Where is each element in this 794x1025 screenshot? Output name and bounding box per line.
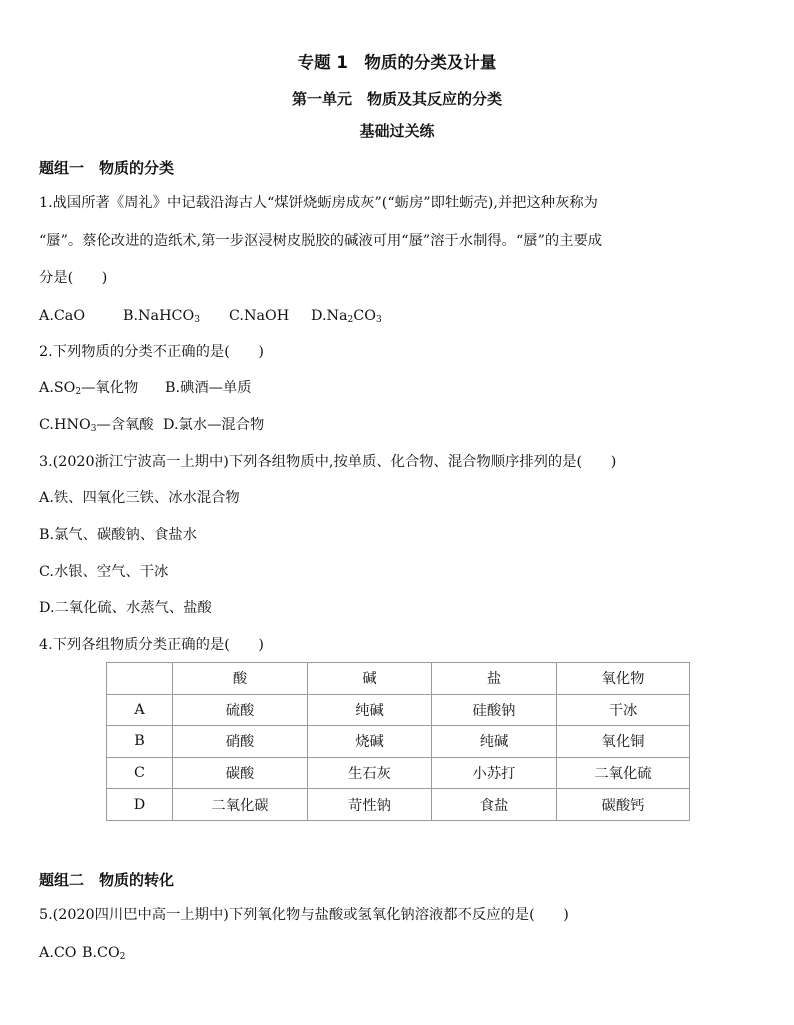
q1-stem-line2: “蜃”。蔡伦改进的造纸术,第一步沤浸树皮脱胶的碱液可用“蜃”溶于水制得。“蜃”的主要成 [39, 233, 603, 249]
q2-option-c: $C.HNO_3—$含氧酸 [39, 417, 154, 434]
table-cell: 硝酸 [173, 726, 308, 758]
topic-title: 专题 1 物质的分类及计量 [297, 53, 497, 72]
q2-option-b: B.碘酒—单质 [165, 380, 252, 396]
table-header-cell [107, 663, 173, 695]
table-cell: 硫酸 [173, 694, 308, 726]
table-cell: 纯碱 [308, 694, 432, 726]
q5-option-b: $B.CO_2$ [82, 945, 126, 962]
table-row [107, 757, 690, 789]
group1-heading: 题组一 物质的分类 [39, 159, 175, 177]
table-cell: 纯碱 [432, 726, 557, 758]
table-header-row [107, 663, 690, 695]
table-cell: 二氧化硫 [557, 757, 690, 789]
q3-option-a: A.铁、四氧化三铁、冰水混合物 [39, 490, 240, 506]
table-cell: D [107, 789, 173, 821]
q3-option-c: C.水银、空气、干冰 [39, 564, 169, 580]
q1-option-c: C.NaOH [229, 308, 290, 324]
table-row [107, 789, 690, 821]
table-cell: 氧化铜 [557, 726, 690, 758]
group2-heading: 题组二 物质的转化 [39, 871, 175, 889]
table-cell: 干冰 [557, 694, 690, 726]
q3-stem: 3.(2020浙江宁波高一上期中)下列各组物质中,按单质、化合物、混合物顺序排列的是( ) [39, 454, 617, 470]
table-header-cell: 酸 [173, 663, 308, 695]
table-cell: 小苏打 [432, 757, 557, 789]
table-cell: 碳酸 [173, 757, 308, 789]
q1-stem-line3: 分是( ) [39, 270, 108, 286]
table-cell: 生石灰 [308, 757, 432, 789]
table-header-cell: 氧化物 [557, 663, 690, 695]
q2-option-d: D.氯水—混合物 [163, 417, 265, 433]
q5-option-a: A.CO [39, 945, 77, 961]
q1-option-d: $D.Na_2CO_3$ [311, 308, 382, 325]
q3-option-b: B.氯气、碳酸钠、食盐水 [39, 527, 198, 543]
classification-table [106, 662, 690, 821]
q1-option-b: B.NaHCO$_3$ [123, 308, 200, 325]
table-header-cell: 碱 [308, 663, 432, 695]
table-cell: 烧碱 [308, 726, 432, 758]
table-cell: 硅酸钠 [432, 694, 557, 726]
table-row [107, 726, 690, 758]
table-cell: C [107, 757, 173, 789]
q2-option-a: $A.SO_2—$氧化物 [39, 380, 139, 397]
table-cell: 食盐 [432, 789, 557, 821]
q2-stem: 2.下列物质的分类不正确的是( ) [39, 344, 264, 360]
table-cell: 苛性钠 [308, 789, 432, 821]
table-header-cell: 盐 [432, 663, 557, 695]
q1-option-a: A.CaO [39, 308, 86, 324]
section-label: 基础过关练 [359, 122, 435, 140]
table-cell: A [107, 694, 173, 726]
unit-title: 第一单元 物质及其反应的分类 [291, 90, 502, 108]
table-row [107, 694, 690, 726]
q4-stem: 4.下列各组物质分类正确的是( ) [39, 637, 264, 653]
table-cell: 二氧化碳 [173, 789, 308, 821]
q5-stem: 5.(2020四川巴中高一上期中)下列氧化物与盐酸或氢氧化钠溶液都不反应的是( ) [39, 907, 569, 923]
table-cell: B [107, 726, 173, 758]
table-cell: 碳酸钙 [557, 789, 690, 821]
q1-stem-line1: 1.战国所著《周礼》中记载沿海古人“煤饼烧蛎房成灰”(“蛎房”即牡蛎壳),并把这种灰称为 [39, 195, 598, 211]
q3-option-d: D.二氧化硫、水蒸气、盐酸 [39, 600, 212, 616]
